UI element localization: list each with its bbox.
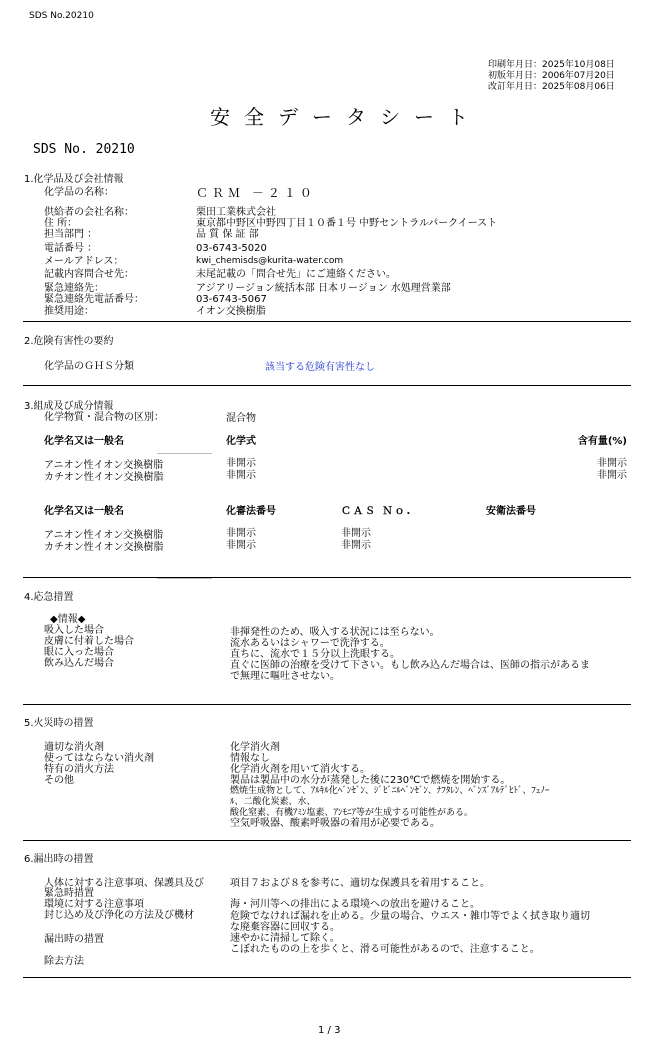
s1-value-email[interactable]: kwi_chemisds@kurita-water.com [196, 256, 344, 266]
table1-divider [157, 453, 212, 454]
s6-value-environment: 海・河川等への排出による環境への放出を避けること。 [230, 899, 480, 910]
s6-label-personal: 人体に対する注意事項、保護具及び [44, 878, 204, 889]
sds-number: SDS No. 20210 [33, 142, 135, 157]
table-cell: 非開示 [597, 458, 627, 469]
s4-label-swallow: 飲み込んだ場合 [44, 658, 114, 669]
s1-value-supplier: 栗田工業株式会社 [196, 207, 276, 218]
s1-value-phone: 03-6743-5020 [196, 243, 267, 254]
table-cell: 非開示 [597, 470, 627, 481]
table2-divider [157, 578, 212, 579]
section-4-heading: 4.応急措置 [24, 592, 74, 603]
revision-date: 改訂年月日：2025年08月06日 [488, 82, 615, 92]
s6-value-removal: こぼれたものの上を歩くと、滑る可能性があるので、注意すること。 [230, 944, 540, 955]
s5-label-unsuitable: 使ってはならない消火剤 [44, 753, 154, 764]
table1-header-name: 化学名又は一般名 [44, 436, 124, 447]
header-sds-no: SDS No.20210 [29, 11, 94, 21]
s4-label-skin: 皮膚に付着した場合 [44, 636, 134, 647]
s1-value-emergency-phone: 03-6743-5067 [196, 294, 267, 305]
section-divider [23, 977, 631, 978]
s1-label-product: 化学品の名称： [44, 187, 114, 198]
table-cell: 非開示 [341, 528, 371, 539]
s5-value-suitable: 化学消火剤 [230, 742, 280, 753]
table2-header-kashin: 化審法番号 [226, 506, 276, 517]
s1-value-address: 東京都中野区中野四丁目１０番１号 中野セントラルパークイースト [196, 218, 498, 229]
s5-label-method: 特有の消火方法 [44, 764, 114, 775]
s1-value-use: イオン交換樹脂 [196, 306, 266, 317]
section-1-heading: 1.化学品及び会社情報 [24, 174, 124, 185]
s1-label-use: 推奨用途： [44, 306, 94, 317]
s6-value-spill: 速やかに清掃して除く。 [230, 933, 340, 944]
table2-header-anei: 安衛法番号 [486, 506, 536, 517]
s6-value-containment-1: 危険でなければ漏れを止める。少量の場合、ウエス・雑巾等でよく拭き取り適切 [230, 911, 590, 922]
s5-value-other-4: 酸化窒素、有機ｱﾐﾝ塩素、ｱﾝﾓﾆｱ等が生成する可能性がある。 [230, 808, 474, 818]
s4-value-skin: 流水あるいはシャワーで洗浄する。 [230, 638, 390, 649]
table1-header-formula: 化学式 [226, 436, 256, 447]
substance-type-value: 混合物 [226, 413, 256, 424]
s1-label-emergency-phone: 緊急連絡先電話番号： [44, 294, 144, 305]
s5-value-other-1: 製品は製品中の水分が蒸発した後に230℃で燃焼を開始する。 [230, 775, 511, 786]
table-cell: 非開示 [341, 540, 371, 551]
table-row: アニオン性イオン交換樹脂 [44, 460, 164, 471]
s4-label-inhale: 吸入した場合 [44, 625, 104, 636]
section-2-heading: 2.危険有害性の要約 [24, 336, 114, 347]
s5-label-other: その他 [44, 775, 74, 786]
s1-label-email: メールアドレス： [44, 256, 124, 267]
print-date: 印刷年月日：2025年10月08日 [488, 60, 615, 70]
ghs-value: 該当する危険有害性なし [265, 362, 375, 373]
table2-header-name: 化学名又は一般名 [44, 506, 124, 517]
table-cell: 非開示 [226, 458, 256, 469]
s6-value-containment-2: な廃棄容器に回収する。 [230, 922, 340, 933]
s4-value-swallow-cont: で無理に嘔吐させない。 [230, 671, 340, 682]
s4-value-inhale: 非揮発性のため、吸入する状況には至らない。 [230, 627, 440, 638]
table1-header-content: 含有量(%) [577, 436, 627, 447]
substance-type-label: 化学物質・混合物の区別： [44, 412, 164, 423]
first-edition-date: 初版年月日：2006年07月20日 [488, 71, 615, 81]
table2-header-cas: ＣＡＳ Ｎｏ. [341, 506, 413, 517]
s6-label-containment: 封じ込め及び浄化の方法及び機材 [44, 910, 194, 921]
section-6-heading: 6.漏出時の措置 [24, 854, 94, 865]
s1-label-address: 住 所： [44, 218, 78, 229]
s6-value-personal: 項目７および８を参考に、適切な保護具を着用すること。 [230, 878, 490, 889]
table-cell: 非開示 [226, 528, 256, 539]
s5-value-unsuitable: 情報なし [230, 753, 270, 764]
s4-value-swallow: 直ぐに医師の治療を受けて下さい。もし飲み込んだ場合は、医師の指示があるま [230, 660, 590, 671]
page-number: 1 / 3 [318, 1025, 341, 1036]
s1-value-emergency: アジアリージョン統括本部 日本リージョン 水処理営業部 [196, 283, 451, 294]
s6-label-spill: 漏出時の措置 [44, 934, 104, 945]
table-row: カチオン性イオン交換樹脂 [44, 542, 164, 553]
s6-label-removal: 除去方法 [44, 956, 84, 967]
s4-value-eye: 直ちに、流水で１５分以上洗眼する。 [230, 649, 400, 660]
s1-label-inquiry: 記載内容問合せ先： [44, 269, 134, 280]
section-divider [23, 385, 631, 386]
s6-label-personal-cont: 緊急時措置 [44, 888, 94, 899]
s5-label-suitable: 適切な消火剤 [44, 742, 104, 753]
info-marker: ◆情報◆ [50, 614, 86, 625]
section-divider [23, 577, 631, 578]
section-divider [23, 840, 631, 841]
s5-value-other-3: ﾙ、二酸化炭素、水、 [230, 797, 316, 807]
table-cell: 非開示 [226, 540, 256, 551]
section-3-heading: 3.組成及び成分情報 [24, 401, 114, 412]
s1-label-supplier: 供給者の会社名称： [44, 207, 134, 218]
table-cell: 非開示 [226, 470, 256, 481]
page-title: 安全データシート [210, 105, 482, 129]
s1-label-emergency: 緊急連絡先： [44, 283, 104, 294]
section-5-heading: 5.火災時の措置 [24, 718, 94, 729]
s5-value-other-5: 空気呼吸器、酸素呼吸器の着用が必要である。 [230, 818, 440, 829]
s1-label-dept: 担当部門 ： [44, 229, 98, 240]
s1-value-dept: 品 質 保 証 部 [196, 229, 259, 240]
product-name: ＣＲＭ －２１０ [196, 186, 316, 200]
s5-value-other-2: 燃焼生成物として、ｱﾙｷﾙ化ﾍﾞﾝｾﾞﾝ、ｼﾞﾋﾞﾆﾙﾍﾞﾝｾﾞﾝ、ﾅﾌﾀﾚﾝ、ﾍﾞﾝｽﾞｱﾙﾃﾞﾋﾄﾞ、ﾌｪﾉｰ [230, 786, 550, 796]
ghs-label: 化学品のＧＨＳ分類 [44, 361, 134, 372]
table-row: カチオン性イオン交換樹脂 [44, 472, 164, 483]
s4-label-eye: 眼に入った場合 [44, 647, 114, 658]
table-row: アニオン性イオン交換樹脂 [44, 530, 164, 541]
section-divider [23, 704, 631, 705]
s1-label-phone: 電話番号 ： [44, 243, 98, 254]
s1-value-inquiry: 末尾記載の「問合せ先」にご連絡ください。 [196, 269, 396, 280]
s6-label-environment: 環境に対する注意事項 [44, 899, 144, 910]
section-divider [23, 321, 631, 322]
s5-value-method: 化学消火剤を用いて消火する。 [230, 764, 370, 775]
